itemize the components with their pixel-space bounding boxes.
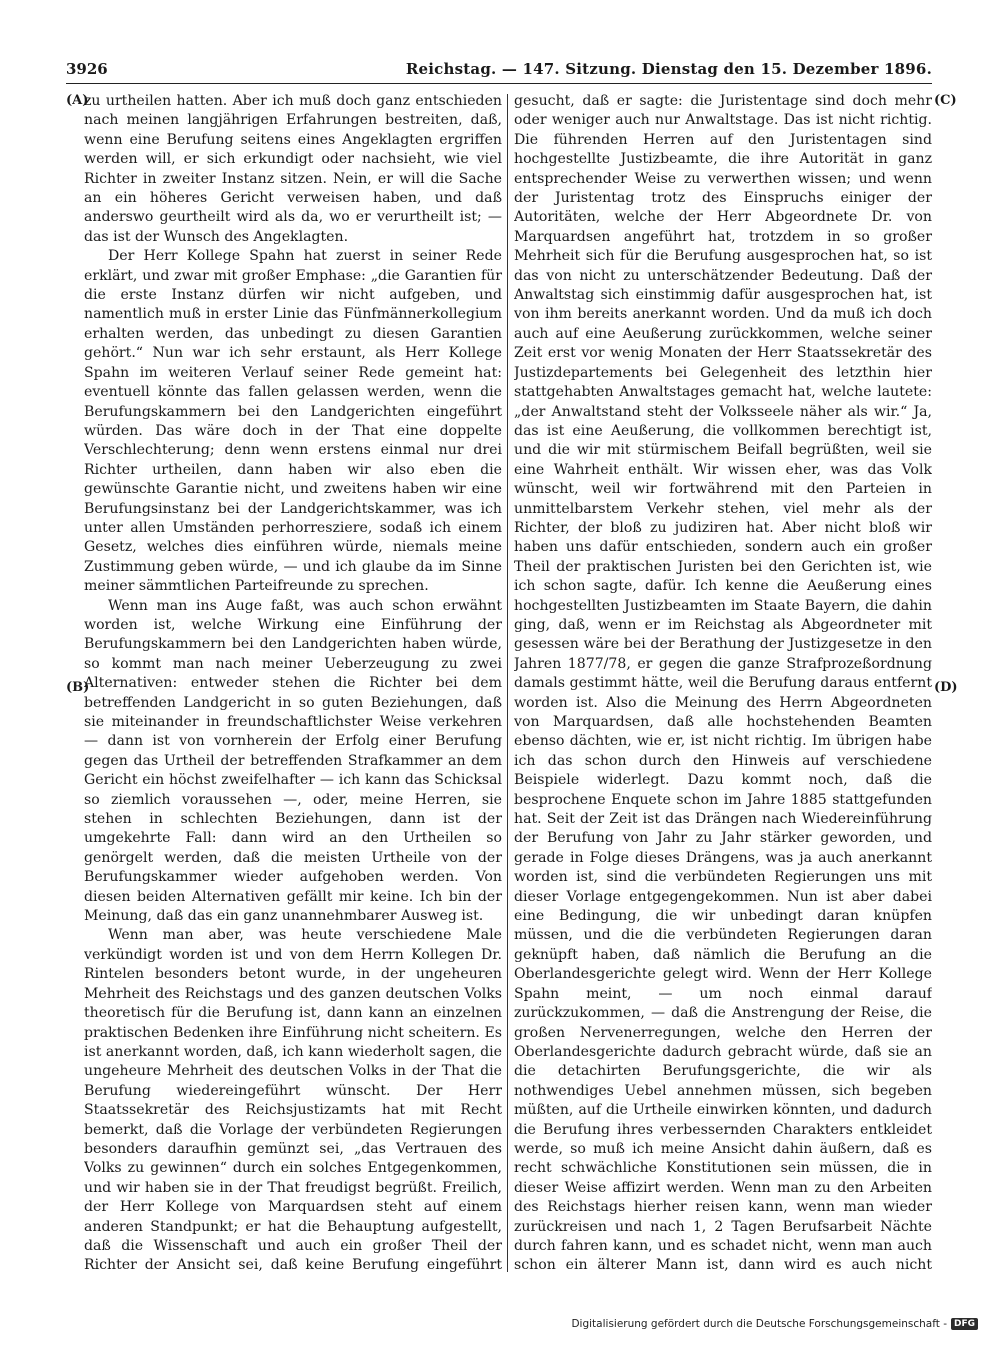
footer-credit xyxy=(571,1316,978,1332)
running-title: Reichstag. — 147. Sitzung. Dienstag den 15. Dezember 1896. xyxy=(405,60,932,78)
page-header xyxy=(66,54,932,84)
dfg-logo: DFG xyxy=(951,1318,978,1330)
footer-text: Digitalisierung gefördert durch die Deutsche Forschungsgemeinschaft - xyxy=(571,1318,947,1330)
left-column xyxy=(84,92,502,1272)
paragraph: Wenn man ins Auge faßt, was auch schon erwähnt worden ist, welche Wirkung eine Einführung der Berufungskammern bei den Landgerichten haben würde, so kommt man nach meiner Ueberzeugung zu zwei Alternativen: entweder stehen die Richter bei dem betreffenden Landgericht in so guten Beziehungen, daß sie miteinander in freundschaftlichster Weise verkehren — dann ist von vornherein der Erfolg einer Berufung gegen das Urtheil der betreffenden Strafkammer an dem Gericht ein höchst zweifelhafter — ich kann das Schicksal so ziemlich voraussehen —, oder, meine Herren, sie stehen in schlechten Beziehungen, dann ist der umgekehrte Fall: dann wird an den Urtheilen so genörgelt werden, daß die meisten Urtheile von der Berufungskammer wieder aufgehoben werden. Von diesen beiden Alternativen gefällt mir keine. Ich bin der Meinung, daß das ein ganz unannehmbarer Ausweg ist. xyxy=(84,597,502,925)
paragraph: gesucht, daß er sagte: die Juristentage sind doch mehr oder weniger auch nur Anwaltstage. Das ist nicht richtig. Die führenden Herren auf den Juristentagen sind hochgestellte Justizbeamte, die ihre Autorität in ganz entsprechender Weise zu verwerthen wissen; und wenn der Juristentag trotz des Einspruchs einiger der Autoritäten, welche der Herr Abgeordnete Dr. von Marquardsen angeführt hat, trotzdem in so großer Mehrheit sich für die Berufung ausgesprochen hat, so ist das von nicht zu unterschätzender Bedeutung. Daß der Anwaltstag sich einstimmig dafür ausgesprochen hat, ist von ihm bereits anerkannt worden. Und da muß ich doch auch auf eine Aeußerung zurückkommen, welche seiner Zeit erst vor wenig Monaten der Herr Staatssekretär des Justizdepartements bei Gelegenheit des letzthin hier stattgehabten Anwaltstages gemacht hat, welche lautete: „der Anwaltstand steht der Volksseele näher als wir.“ Ja, das ist eine Aeußerung, die vollkommen berechtigt ist, und die wir mit stürmischem Beifall begrüßten, weil sie eine Wahrheit enthält. Wir wissen eher, was das Volk wünscht, weil wir fortwährend mit den Parteien in unmittelbarstem Verkehr stehen, viel mehr als der Richter, der bloß zu judiziren hat. Aber nicht bloß wir haben uns dafür entschieden, sondern auch ein großer Theil der praktischen Juristen bei den Gerichten ist, wie ich schon sagte, dafür. Ich kenne die Aeußerung eines hochgestellten Justizbeamten im Staate Bayern, die dahin ging, daß, wenn er im Reichstag als Abgeordneter mit gesessen wäre bei der Berathung der Justizgesetze in den Jahren 1877/78, er gegen die ganze Strafprozeßordnung damals gestimmt hätte, weil die Berufung daraus entfernt worden ist. Also die Meinung des Herrn Abgeordneten von Marquardsen, daß alle hochstehenden Beamten ebenso dächten, wie er, ist nicht richtig. Im übrigen habe ich das schon durch den Hinweis auf verschiedene Beispiele widerlegt. Dazu kommt noch, daß die besprochene Enquete schon im Jahre 1885 stattgefunden hat. Seit der Zeit ist das Drängen nach Wiedereinführung der Berufung von Jahr zu Jahr stärker geworden, und gerade in Folge dieses Drängens, was ja auch anerkannt worden ist, sind die verbündeten Regierungen uns mit dieser Vorlage entgegengekommen. Nun ist aber dabei eine Bedingung, die wir unbedingt daran knüpfen müssen, und die die verbündeten Regierungen daran geknüpft haben, daß nämlich die Berufung an die Oberlandesgerichte gelegt wird. Wenn der Herr Kollege Spahn meint, — um noch einmal darauf zurückzukommen, — daß die Anstrengung der Reise, die großen Nervenerregungen, welche den Herren der Oberlandesgerichte dadurch gebracht würde, daß sie an die detachirten Berufungsgerichte, die wir als nothwendiges Uebel annehmen müssen, sich begeben müßten, auf die Urtheile einwirken könnten, und dadurch die Berufung ihres verbessernden Charakters entkleidet werde, so muß ich meine Ansicht dahin äußern, daß es recht schwächliche Konstitutionen sein müssen, die in dieser Weise affizirt werden. Wenn man zu den Arbeiten des Reichstags hierher reisen kann, wenn man wieder zurückreisen und nach 1, 2 Tagen Berufsarbeit Nächte durch fahren kann, und es schadet nicht, wenn man auch schon ein älterer Mann ist, dann wird es auch nicht xyxy=(514,93,932,1272)
paragraph: Der Herr Kollege Spahn hat zuerst in seiner Rede erklärt, und zwar mit großer Emphase: „die Garantien für die erste Instanz dürfen wir nicht aufgeben, und namentlich muß in erster Linie das Fünfmännerkollegium erhalten werden, das unbedingt zu diesen Garantien gehört.“ Nun war ich sehr erstaunt, als Herr Kollege Spahn im weiteren Verlauf seiner Rede gemeint hat: eventuell könnte das fallen gelassen werden, wenn die Berufungskammern bei den Landgerichten eingeführt würden. Das wäre doch in der That eine doppelte Verschlechterung; denn wenn erstens einmal nur drei Richter urtheilen, dann haben wir also eben die gewünschte Garantie nicht, und zweitens haben wir eine Berufungsinstanz bei der Landgerichtskammer, was ich unter allen Umständen perhorresziere, sodaß ich einem Gesetz, welches dies einführen würde, niemals meine Zustimmung geben würde, — und ich glaube da im Sinne meiner sämmtlichen Parteifreunde zu sprechen. xyxy=(84,248,502,595)
header-rule xyxy=(66,83,932,84)
paragraph: zu urtheilen hatten. Aber ich muß doch ganz entschieden nach meinen langjährigen Erfahrungen bestreiten, daß, wenn eine Berufung seitens eines Angeklagten ergriffen werden will, er sich erkundigt oder nachsieht, wie viel Richter in zweiter Instanz sitzen. Nein, er will die Sache an ein höheres Gericht verweisen haben, und daß anderswo geurtheilt wird als da, wo er verurtheilt ist; — das ist der Wunsch des Angeklagten. xyxy=(84,93,502,245)
right-column xyxy=(514,92,932,1272)
margin-marker-c: (C) xyxy=(934,93,957,108)
margin-marker-a: (A) xyxy=(66,93,89,108)
page-number: 3926 xyxy=(66,60,108,78)
paragraph: Wenn man aber, was heute verschiedene Male verkündigt worden ist und von dem Herrn Kollegen Dr. Rintelen besonders betont wurde, in der ungeheuren Mehrheit des Reichstags und des ganzen deutschen Volks theoretisch für die Berufung ist, dann kann an einzelnen praktischen Bedenken ihre Einführung nicht scheitern. Es ist anerkannt worden, daß, ich kann wiederholt sagen, die ungeheure Mehrheit des deutschen Volks in der That die Berufung wiedereingeführt wünscht. Der Herr Staatssekretär des Reichsjustizamts hat mit Recht bemerkt, daß die Vorlage der verbündeten Regierungen besonders daraufhin gemünzt sei, „das Vertrauen des Volks zu gewinnen“ durch ein solches Entgegenkommen, und wir haben sie in der That freudigst begrüßt. Freilich, der Herr Kollege von Marquardsen steht auf einem anderen Standpunkt; er hat die Behauptung aufgestellt, daß die Wissenschaft und auch ein großer Theil der Richter der Ansicht sei, daß keine Berufung eingeführt xyxy=(84,927,502,1272)
margin-marker-d: (D) xyxy=(934,680,958,695)
margin-marker-b: (B) xyxy=(66,680,90,695)
column-divider xyxy=(507,94,508,1272)
